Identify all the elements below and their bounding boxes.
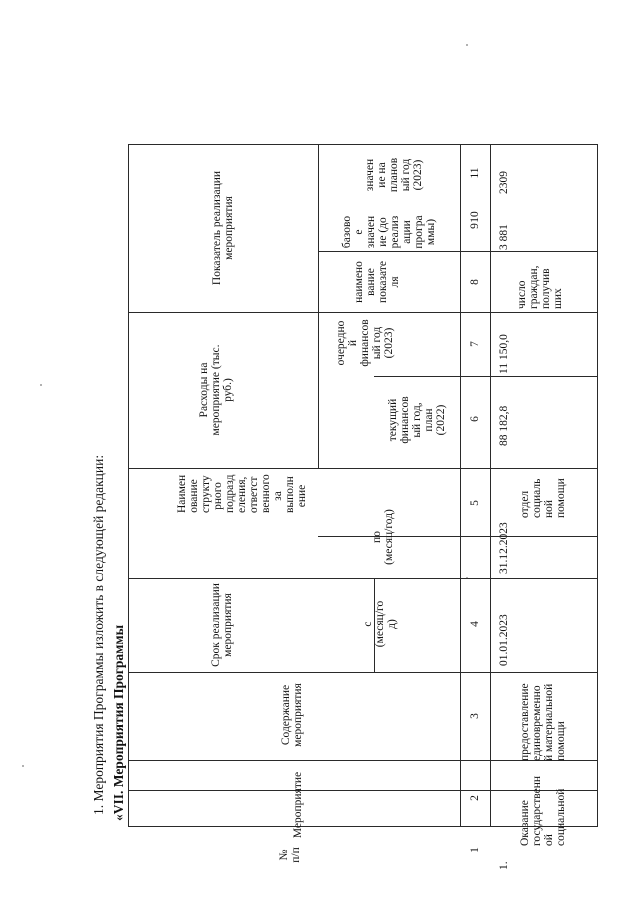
table-top-border bbox=[128, 144, 598, 145]
unit-header-line: за bbox=[272, 491, 284, 501]
ind-base-header-line: програ bbox=[413, 215, 425, 249]
heading-item: 1. Мероприятия Программы изложить в следующей редакции: bbox=[91, 454, 106, 815]
unit-header-line: рного bbox=[212, 482, 224, 510]
row-num: 1. bbox=[498, 861, 510, 870]
indicator-header-line: мероприятия bbox=[223, 196, 235, 260]
section-title: «VII. Мероприятия Программы bbox=[111, 624, 126, 821]
cost-current-header-line: (2022) bbox=[435, 404, 447, 436]
period-from-header-line: (месяц/го bbox=[374, 600, 386, 648]
costs-header-line: Расходы на bbox=[198, 362, 210, 418]
ind-plan-header-line: (2023) bbox=[412, 159, 424, 191]
cost-next-header-line: й bbox=[347, 339, 359, 347]
ind-base-header-line: базово bbox=[341, 215, 353, 249]
row-unit-line: ной bbox=[543, 499, 555, 518]
number-row-bottom bbox=[490, 144, 491, 827]
header-row-bottom bbox=[460, 144, 461, 827]
row-cost-current: 88 182,8 bbox=[498, 405, 510, 446]
period-to-header-line: по bbox=[371, 531, 383, 543]
cost-next-header-line: ый год bbox=[371, 326, 383, 360]
column-number: 1 bbox=[469, 847, 481, 853]
ind-base-header-line: ммы) bbox=[425, 218, 437, 246]
ind-name-header-line: ля bbox=[389, 276, 401, 288]
row-unit-line: социаль bbox=[531, 478, 543, 518]
period-to-header-line: (месяц/год) bbox=[383, 509, 395, 565]
column-divider bbox=[128, 578, 598, 579]
cost-next-header-line: финансов bbox=[359, 319, 371, 367]
row-cost-next: 11 150,0 bbox=[498, 334, 510, 374]
num-header-line: п/п bbox=[290, 847, 302, 863]
cost-next-header-line: очередно bbox=[335, 320, 347, 366]
costs-header-line: мероприятие (тыс. bbox=[210, 344, 222, 436]
row-unit-line: отдел bbox=[519, 490, 531, 518]
cost-current-header-line: план bbox=[423, 408, 435, 432]
table-right-border bbox=[597, 144, 598, 827]
ind-base-header-line: значен bbox=[365, 215, 377, 249]
ind-name-header-line: вание bbox=[365, 268, 377, 296]
costs-header-line: руб.) bbox=[222, 378, 234, 402]
column-number: 3 bbox=[469, 713, 481, 719]
cost-current-header-line: текущий bbox=[387, 398, 399, 442]
row-event-line: государственн bbox=[531, 775, 543, 846]
unit-header-line: ование bbox=[188, 479, 200, 513]
indicator-header-line: Показатель реализации bbox=[211, 170, 223, 286]
row-content-line: предоставление bbox=[519, 683, 531, 761]
unit-header-line: ение bbox=[296, 484, 308, 508]
period-from-header-line: с bbox=[362, 621, 374, 627]
ind-plan-header-line: ие на bbox=[376, 162, 388, 188]
row-ind-name-line: граждан, bbox=[528, 265, 540, 309]
column-divider bbox=[128, 468, 598, 469]
header-sub-divider bbox=[318, 144, 319, 468]
cost-current-header-line: ый год, bbox=[411, 402, 423, 438]
table-left-border bbox=[128, 144, 129, 827]
ind-plan-header-line: планов bbox=[388, 157, 400, 193]
ind-base-header-line: ие (до bbox=[377, 217, 389, 247]
column-number: 9 bbox=[469, 223, 481, 229]
ind-name-header-line: показате bbox=[377, 261, 389, 303]
column-divider bbox=[374, 376, 598, 377]
row-ind-base: 3 881 bbox=[498, 224, 510, 250]
scan-dot bbox=[466, 44, 468, 46]
num-header-line: № bbox=[278, 849, 290, 861]
row-event-line: социальной bbox=[555, 788, 567, 846]
row-ind-name-line: число bbox=[516, 280, 528, 309]
row-ind-name-line: ших bbox=[552, 288, 564, 309]
content-header-line: Содержание bbox=[280, 684, 292, 746]
row-to: 31.12.2023 bbox=[498, 522, 510, 574]
column-number: 11 bbox=[469, 167, 481, 179]
ind-base-header-line: реализ bbox=[389, 215, 401, 249]
ind-plan-header-line: ый год bbox=[400, 158, 412, 192]
ind-base-header-line: ации bbox=[401, 220, 413, 244]
column-number: 5 bbox=[469, 500, 481, 506]
column-number: 4 bbox=[469, 621, 481, 627]
scan-dot bbox=[22, 765, 24, 767]
unit-header-line: подразд bbox=[224, 474, 236, 513]
ind-plan-header-line: значен bbox=[364, 158, 376, 192]
unit-header-line: выполн bbox=[284, 476, 296, 513]
unit-header-line: Наимен bbox=[176, 474, 188, 513]
row-unit-line: помощи bbox=[555, 478, 567, 518]
period-header-line: мероприятия bbox=[222, 593, 234, 657]
row-content-line: единовременно bbox=[531, 685, 543, 761]
row-event-line: ой bbox=[543, 834, 555, 846]
column-number: 7 bbox=[469, 341, 481, 347]
scan-dot bbox=[40, 384, 42, 386]
column-number: 8 bbox=[469, 279, 481, 285]
unit-header-line: структу bbox=[200, 475, 212, 513]
row-content-line: помощи bbox=[555, 721, 567, 761]
content-header-line: мероприятия bbox=[292, 683, 304, 747]
ind-base-header-line: е bbox=[353, 229, 365, 235]
event-header: Мероприятие bbox=[292, 771, 304, 839]
cost-next-header-line: (2023) bbox=[383, 327, 395, 359]
unit-header-line: ответст bbox=[248, 476, 260, 513]
row-ind-name-line: получив bbox=[540, 268, 552, 309]
period-header-line: Срок реализации bbox=[210, 583, 222, 667]
row-event-line: Оказание bbox=[519, 800, 531, 846]
column-number: 2 bbox=[469, 795, 481, 801]
unit-header-line: еления, bbox=[236, 476, 248, 513]
period-from-header-line: д) bbox=[386, 619, 398, 629]
cost-current-header-line: финансов bbox=[399, 396, 411, 444]
column-number: 6 bbox=[469, 416, 481, 422]
column-number: 10 bbox=[469, 211, 481, 223]
row-content-line: й материальной bbox=[543, 683, 555, 761]
column-divider bbox=[318, 536, 598, 537]
row-ind-plan: 2309 bbox=[498, 171, 510, 194]
unit-header-line: венного bbox=[260, 474, 272, 513]
row-from: 01.01.2023 bbox=[498, 614, 510, 666]
ind-name-header-line: наимено bbox=[353, 261, 365, 303]
